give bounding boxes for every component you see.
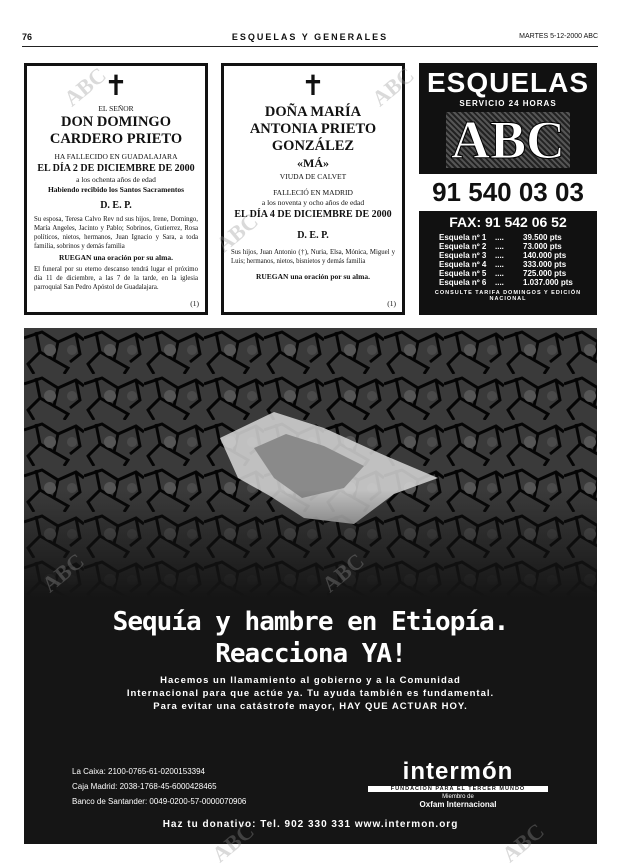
account-santander: Banco de Santander: 0049-0200-57-0000070906 — [72, 797, 247, 806]
obituary-dep: D. E. P. — [297, 230, 329, 241]
esquelas-service-ad — [419, 63, 597, 315]
account-la-caixa: La Caixa: 2100-0765-61-0200153394 — [72, 767, 205, 776]
abc-watermark: ABC — [59, 62, 111, 112]
org-tagline: FUNDACIÓN PARA EL TERCER MUNDO — [368, 786, 548, 792]
headline-react: Reacciona YA! — [215, 639, 406, 669]
ad-subtitle: SERVICIO 24 HORAS — [459, 99, 557, 108]
org-member: Miembro de — [442, 794, 474, 800]
obituary-age: a los noventa y ocho años de edad — [261, 198, 365, 207]
bank-accounts — [72, 764, 246, 809]
obituary-ruegan: RUEGAN una oración por su alma. — [255, 272, 371, 281]
price-list — [419, 233, 597, 287]
org-name: intermón — [402, 758, 514, 785]
obituary-body: Su esposa, Teresa Calvo Rev nd sus hijos, Irene, Domingo, María Angeles, Jacinto y Pablo; Sobrinos, Gutierrez, Rosa políticos, nietos, hermanos, Juan Ignacio y Sara, a toda familia, sobrinos y demás familia — [34, 216, 198, 250]
price-row: Esquela nº 2 .... 73.000 pts — [439, 242, 562, 251]
obituary-code: (1) — [387, 299, 396, 308]
cross-icon: ✝ — [301, 69, 325, 102]
obituary-sacraments: Habiendo recibido los Santos Sacramentos — [47, 185, 185, 194]
ad-footnote: CONSULTE TARIFA DOMINGOS Y EDICIÓN NACIONAL — [434, 290, 582, 302]
obituary-honorific: EL SEÑOR — [98, 104, 134, 113]
abc-watermark: ABC — [207, 818, 259, 868]
section-title: ESQUELAS Y GENERALES — [231, 32, 389, 42]
obituary-code: (1) — [190, 299, 199, 308]
obituary-widow: VIUDA DE CALVET — [279, 172, 347, 181]
abc-watermark: ABC — [37, 548, 89, 598]
price-row: Esquela nº 6 .... 1.037.000 pts — [439, 278, 573, 287]
abc-watermark: ABC — [497, 818, 549, 868]
price-row: Esquela nº 4 .... 333.000 pts — [439, 260, 567, 269]
account-caja-madrid: Caja Madrid: 2038-1768-45-6000428465 — [72, 782, 217, 791]
headline-ethiopia: Sequía y hambre en Etiopía. — [112, 607, 509, 637]
obituary-date: EL DÍA 4 DE DICIEMBRE DE 2000 — [234, 209, 392, 220]
abc-watermark: ABC — [211, 208, 263, 258]
issue-date: MARTES 5-12-2000 ABC — [519, 33, 598, 40]
donation-info: Haz tu donativo: Tel. 902 330 331 www.intermon.org — [162, 819, 459, 830]
abc-logo-text: ABC — [450, 110, 565, 170]
intermon-campaign-ad — [24, 328, 597, 844]
ad-title: ESQUELAS — [426, 67, 590, 98]
obituary-dep: D. E. P. — [100, 200, 132, 211]
obituary-place: FALLECIÓ EN MADRID — [273, 188, 353, 197]
obituary-funeral: El funeral por su eterno descanso tendrá lugar el próximo día 11 de diciembre, a las 7 de la tarde, en la iglesia parroquial San Pedro Apóstol de Guadalajara. — [34, 266, 198, 291]
ad-fax: FAX: 91 542 06 52 — [449, 214, 567, 230]
obituary-nickname: «MÁ» — [297, 156, 329, 170]
obituary-age: a los ochenta años de edad — [76, 175, 156, 184]
ad-phone: 91 540 03 03 — [419, 174, 597, 211]
obituary-place: HA FALLECIDO EN GUADALAJARA — [54, 152, 178, 161]
obituary-name: DON DOMINGO CARDERO PRIETO — [49, 114, 183, 147]
price-row: Esquela nº 5 .... 725.000 pts — [439, 269, 567, 278]
appeal-line-2: Internacional para que actúe ya. Tu ayuda también es fundamental. — [126, 688, 495, 699]
intermon-logo — [368, 758, 548, 809]
org-parent: Oxfam Internacional — [419, 800, 497, 809]
obituary-body: Sus hijos, Juan Antonio (†), Nuria, Elsa, Mónica, Miguel y Luis; hermanos, nietos, bisnietos y demás familia — [231, 249, 395, 265]
abc-logo — [446, 112, 570, 168]
price-row: Esquela nº 3 .... 140.000 pts — [439, 251, 567, 260]
obituary-domingo-cardero — [24, 63, 208, 315]
appeal-line-1: Hacemos un llamamiento al gobierno y a la Comunidad — [160, 675, 461, 686]
obituary-date: EL DÍA 2 DE DICIEMBRE DE 2000 — [37, 163, 195, 174]
price-row: Esquela nº 1 .... 39.500 pts — [439, 233, 562, 242]
appeal-line-3: Para evitar una catástrofe mayor, HAY QUE ACTUAR HOY. — [153, 701, 468, 712]
abc-watermark: ABC — [317, 548, 369, 598]
page-header — [22, 32, 598, 47]
obituary-name: DOÑA MARÍA ANTONIA PRIETO GONZÁLEZ — [249, 104, 377, 154]
cross-icon: ✝ — [104, 69, 128, 102]
abc-watermark: ABC — [367, 62, 419, 112]
cracked-earth-photo — [24, 328, 597, 598]
obituary-ruegan: RUEGAN una oración por su alma. — [58, 253, 174, 262]
page-number: 76 — [22, 32, 33, 42]
